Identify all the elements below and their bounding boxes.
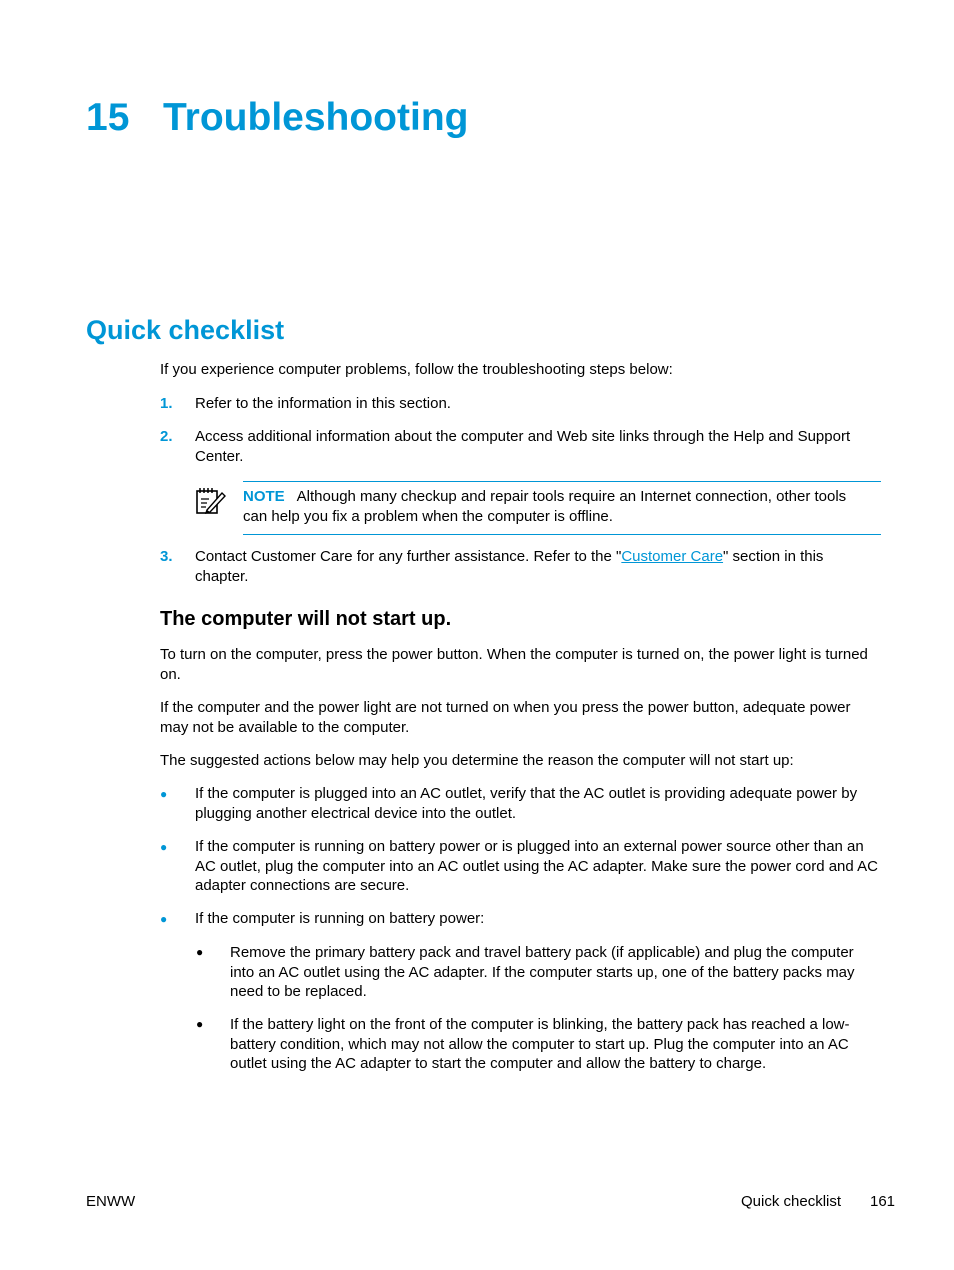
sub-bullet-text: If the battery light on the front of the computer is blinking, the battery pack has reached a low-battery condition, which may not allow the computer to start up. Plug the computer into an AC outlet using the AC adapter to start the computer and allow the battery to charge. xyxy=(230,1016,850,1072)
sub-bullet-marker: ● xyxy=(196,1017,204,1031)
page-number: 161 xyxy=(870,1193,896,1210)
sub-bullet-marker: ● xyxy=(196,945,204,959)
footer-section: Quick checklist xyxy=(741,1193,842,1210)
sub-bullet-text: Remove the primary battery pack and travel battery pack (if applicable) and plug the computer into an AC outlet using the AC adapter. If the computer starts up, one of the battery packs may need to be replaced. xyxy=(230,944,855,1000)
bullet-text: If the computer is running on battery power: xyxy=(195,910,485,927)
intro-paragraph: If you experience computer problems, follow the troubleshooting steps below: xyxy=(160,361,673,378)
note-icon xyxy=(194,484,226,516)
step-number: 3. xyxy=(160,548,173,565)
step-text xyxy=(195,547,880,586)
chapter-number: 15 xyxy=(86,96,130,139)
note-content xyxy=(243,487,873,526)
note-label: NOTE xyxy=(243,488,285,505)
chapter-title xyxy=(86,94,468,142)
step-text-before: Contact Customer Care for any further assistance. Refer to the " xyxy=(195,548,622,565)
step-text: Access additional information about the computer and Web site links through the Help and Support Center. xyxy=(195,428,851,465)
footer-left: ENWW xyxy=(86,1193,136,1210)
bullet-marker: ● xyxy=(160,787,168,801)
paragraph: If the computer and the power light are not turned on when you press the power button, adequate power may not be available to the computer. xyxy=(160,699,851,736)
paragraph: The suggested actions below may help you determine the reason the computer will not start up: xyxy=(160,752,794,769)
paragraph: To turn on the computer, press the power button. When the computer is turned on, the power light is turned on. xyxy=(160,646,868,683)
step-number: 1. xyxy=(160,395,173,412)
step-text-after: " section in this chapter. xyxy=(195,548,824,585)
bullet-marker: ● xyxy=(160,840,168,854)
chapter-title-text: Troubleshooting xyxy=(163,96,469,139)
section-title: Quick checklist xyxy=(86,315,285,345)
note-box xyxy=(243,481,881,535)
bullet-text: If the computer is running on battery power or is plugged into an external power source other than an AC outlet, plug the computer into an AC outlet using the AC adapter. Make sure the power cord and AC adapter connections are secure. xyxy=(195,838,878,894)
bullet-text: If the computer is plugged into an AC outlet, verify that the AC outlet is providing adequate power by plugging another electrical device into the outlet. xyxy=(195,785,858,822)
customer-care-link[interactable]: Customer Care xyxy=(621,548,724,565)
step-number: 2. xyxy=(160,428,173,445)
subsection-title: The computer will not start up. xyxy=(160,608,452,630)
bullet-marker: ● xyxy=(160,912,168,926)
step-text: Refer to the information in this section. xyxy=(195,395,451,412)
note-text: Although many checkup and repair tools require an Internet connection, other tools can help you fix a problem when the computer is offline. xyxy=(243,488,847,525)
